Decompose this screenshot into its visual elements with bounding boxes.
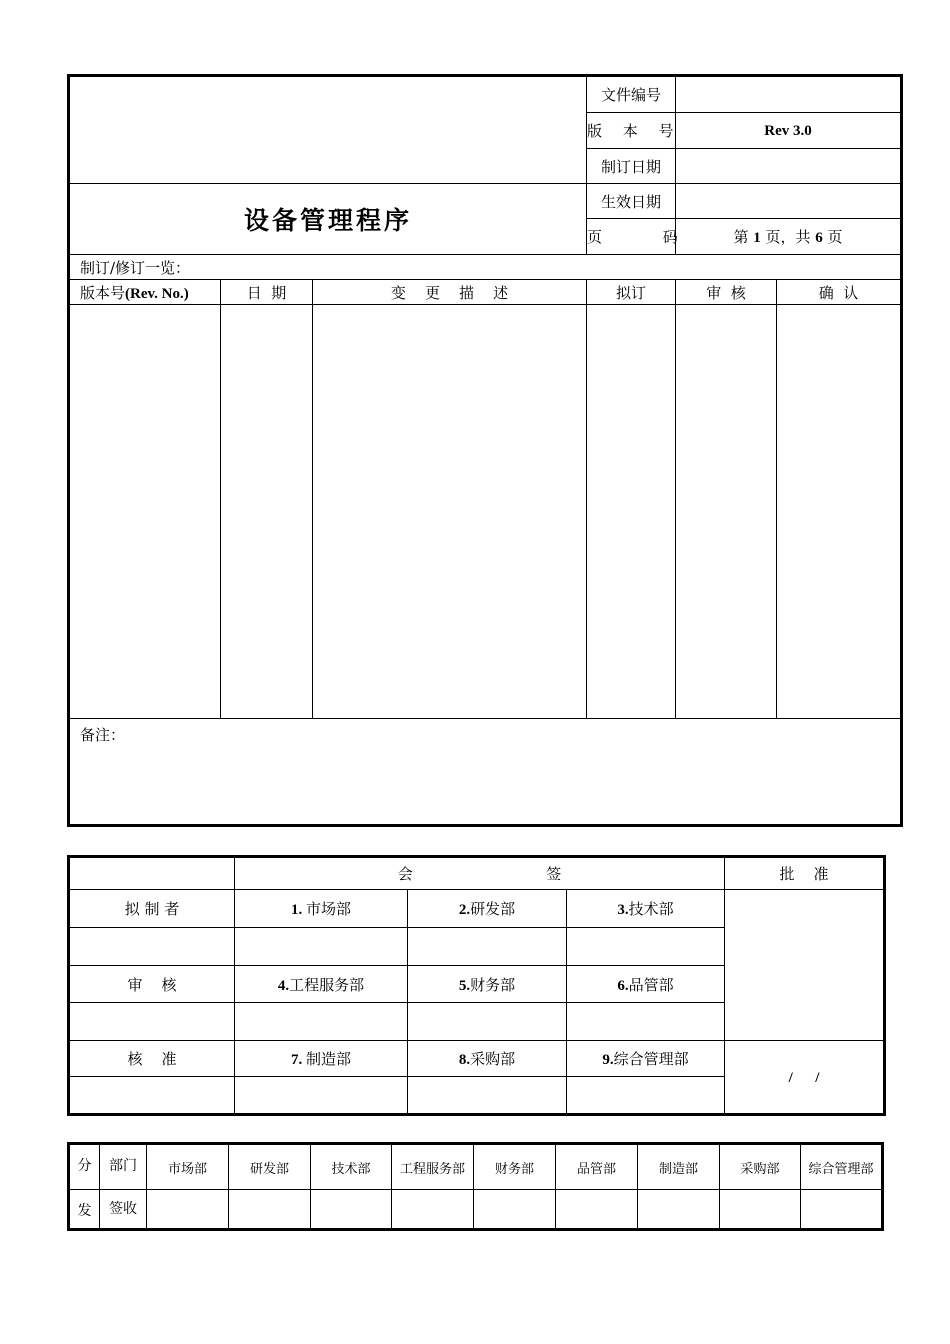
drafter-signature[interactable] bbox=[69, 928, 235, 966]
distribution-table bbox=[67, 1142, 884, 1231]
role-reviewer: 审 核 bbox=[69, 966, 235, 1003]
dist-sign-5[interactable] bbox=[474, 1190, 556, 1230]
dept-cell-4: 4.工程服务部 bbox=[235, 966, 408, 1003]
rev-col-confirmed: 确 认 bbox=[777, 280, 902, 305]
file-no-label: 文件编号 bbox=[587, 76, 676, 113]
rev-cell-date[interactable] bbox=[221, 305, 313, 719]
dept-cell-3: 3.技术部 bbox=[567, 890, 725, 928]
dist-dept-2: 研发部 bbox=[229, 1144, 311, 1190]
page-label: 页 码 bbox=[587, 219, 676, 255]
rev-col-reviewed: 审 核 bbox=[676, 280, 777, 305]
dept-sign-9[interactable] bbox=[567, 1077, 725, 1115]
document-title: 设备管理程序 bbox=[69, 184, 587, 255]
dept-cell-9: 9.综合管理部 bbox=[567, 1041, 725, 1077]
reviewer-signature[interactable] bbox=[69, 1003, 235, 1041]
approve-signature-area[interactable] bbox=[725, 890, 885, 1041]
rev-cell-drafted[interactable] bbox=[587, 305, 676, 719]
dept-sign-7[interactable] bbox=[235, 1077, 408, 1115]
document-header-table bbox=[67, 74, 903, 827]
dept-cell-7: 7. 制造部 bbox=[235, 1041, 408, 1077]
approve-date[interactable]: / / bbox=[725, 1041, 885, 1115]
role-drafter: 拟 制 者 bbox=[69, 890, 235, 928]
dist-dept-4: 工程服务部 bbox=[392, 1144, 474, 1190]
dist-dept-9: 综合管理部 bbox=[801, 1144, 883, 1190]
dept-cell-6: 6.品管部 bbox=[567, 966, 725, 1003]
signoff-table bbox=[67, 855, 886, 1116]
page-number: 第 1 页，共 6 页 bbox=[676, 219, 902, 255]
rev-col-version: 版本号(Rev. No.) bbox=[69, 280, 221, 305]
dept-sign-3[interactable] bbox=[567, 928, 725, 966]
dist-sign-7[interactable] bbox=[638, 1190, 720, 1230]
dept-cell-5: 5.财务部 bbox=[408, 966, 567, 1003]
rev-cell-reviewed[interactable] bbox=[676, 305, 777, 719]
dist-dept-1: 市场部 bbox=[147, 1144, 229, 1190]
remarks-label: 备注： bbox=[80, 726, 126, 744]
dist-sign-4[interactable] bbox=[392, 1190, 474, 1230]
dist-dept-7: 制造部 bbox=[638, 1144, 720, 1190]
version-label: 版 本 号 bbox=[587, 113, 676, 149]
approve-header: 批 准 bbox=[725, 857, 885, 890]
dist-sign-3[interactable] bbox=[311, 1190, 392, 1230]
dept-cell-1: 1. 市场部 bbox=[235, 890, 408, 928]
dist-dept-6: 品管部 bbox=[556, 1144, 638, 1190]
dept-sign-5[interactable] bbox=[408, 1003, 567, 1041]
countersign-header: 会 签 bbox=[235, 857, 725, 890]
rev-cell-confirmed[interactable] bbox=[777, 305, 902, 719]
dept-cell-2: 2.研发部 bbox=[408, 890, 567, 928]
draft-date-label: 制订日期 bbox=[587, 149, 676, 184]
rev-cell-version[interactable] bbox=[69, 305, 221, 719]
revision-section-label: 制订/修订一览： bbox=[69, 255, 902, 280]
rev-col-date: 日 期 bbox=[221, 280, 313, 305]
dist-sign-1[interactable] bbox=[147, 1190, 229, 1230]
dist-label-top: 分 bbox=[69, 1144, 100, 1190]
remarks-area[interactable] bbox=[69, 719, 902, 826]
file-no-value bbox=[676, 76, 902, 113]
dept-cell-8: 8.采购部 bbox=[408, 1041, 567, 1077]
dept-sign-4[interactable] bbox=[235, 1003, 408, 1041]
signoff-corner-cell bbox=[69, 857, 235, 890]
dept-sign-1[interactable] bbox=[235, 928, 408, 966]
role-approver: 核 准 bbox=[69, 1041, 235, 1077]
rev-col-drafted: 拟订 bbox=[587, 280, 676, 305]
dist-sign-6[interactable] bbox=[556, 1190, 638, 1230]
dept-sign-2[interactable] bbox=[408, 928, 567, 966]
version-value: Rev 3.0 bbox=[676, 113, 902, 149]
effective-date-label: 生效日期 bbox=[587, 184, 676, 219]
effective-date-value bbox=[676, 184, 902, 219]
dist-sign-8[interactable] bbox=[720, 1190, 801, 1230]
dist-dept-8: 采购部 bbox=[720, 1144, 801, 1190]
rev-cell-description[interactable] bbox=[313, 305, 587, 719]
dist-sign-2[interactable] bbox=[229, 1190, 311, 1230]
dept-sign-6[interactable] bbox=[567, 1003, 725, 1041]
header-blank-area bbox=[69, 76, 587, 184]
dist-label-bottom: 发 bbox=[69, 1190, 100, 1230]
dist-sign-label: 签收 bbox=[100, 1190, 147, 1230]
draft-date-value bbox=[676, 149, 902, 184]
dist-dept-3: 技术部 bbox=[311, 1144, 392, 1190]
rev-col-description: 变 更 描 述 bbox=[313, 280, 587, 305]
approver-signature[interactable] bbox=[69, 1077, 235, 1115]
dist-sign-9[interactable] bbox=[801, 1190, 883, 1230]
dist-dept-5: 财务部 bbox=[474, 1144, 556, 1190]
dept-sign-8[interactable] bbox=[408, 1077, 567, 1115]
dist-dept-label: 部门 bbox=[100, 1144, 147, 1190]
